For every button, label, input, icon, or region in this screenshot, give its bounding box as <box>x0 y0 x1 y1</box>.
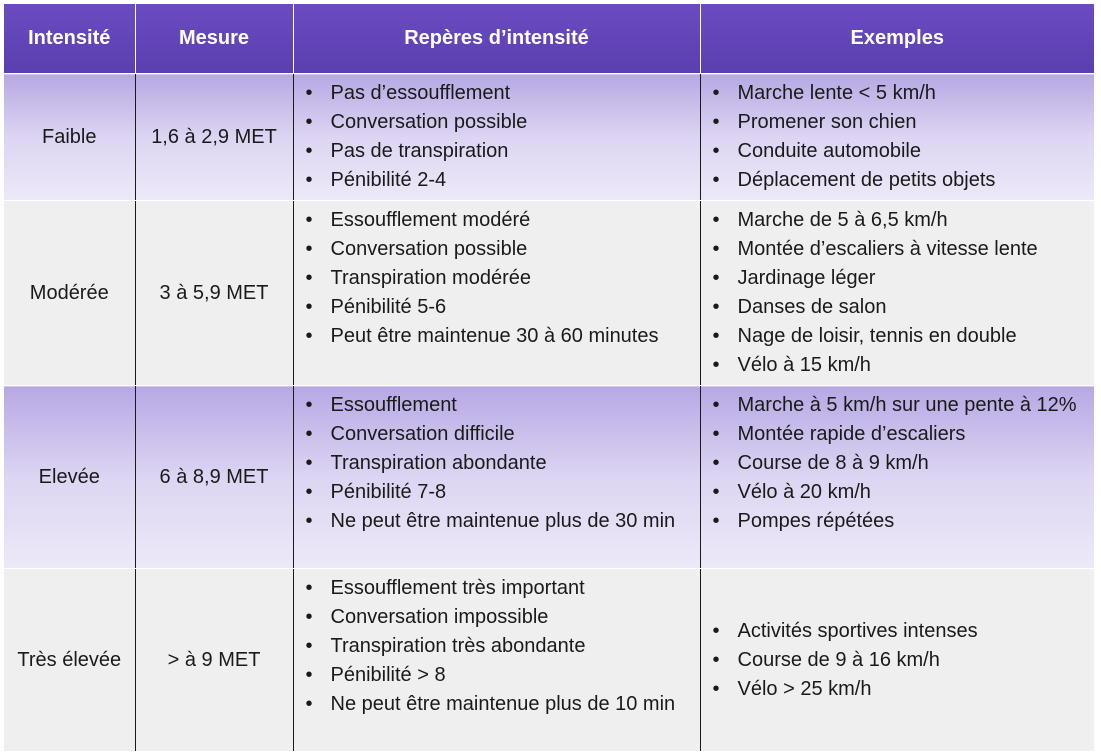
table-row <box>4 74 1094 201</box>
list-item: • Vélo à 15 km/h <box>701 351 1087 380</box>
list-item: • Ne peut être maintenue plus de 30 min <box>294 507 692 536</box>
examples-cell <box>700 74 1094 201</box>
list-item: • Transpiration modérée <box>294 264 692 293</box>
list-item: • Vélo à 20 km/h <box>701 478 1087 507</box>
markers-list <box>294 74 700 200</box>
intensity-cell: Elevée <box>4 386 135 569</box>
examples-list <box>701 386 1095 541</box>
list-item: • Conduite automobile <box>701 137 1087 166</box>
header-markers: Repères d’intensité <box>293 4 700 74</box>
intensity-cell: Très élevée <box>4 569 135 752</box>
list-item: • Pénibilité 7-8 <box>294 478 692 507</box>
list-item: • Conversation difficile <box>294 420 692 449</box>
list-item: • Pas de transpiration <box>294 137 692 166</box>
examples-cell <box>700 569 1094 752</box>
table-row <box>4 569 1094 752</box>
list-item: • Vélo > 25 km/h <box>701 675 1087 704</box>
examples-cell <box>700 386 1094 569</box>
list-item: • Conversation possible <box>294 108 692 137</box>
examples-list <box>701 74 1095 200</box>
list-item: • Conversation possible <box>294 235 692 264</box>
table-row <box>4 201 1094 386</box>
markers-cell <box>293 201 700 386</box>
list-item: • Pénibilité > 8 <box>294 661 692 690</box>
examples-list <box>701 201 1095 385</box>
markers-cell <box>293 569 700 752</box>
list-item: • Pénibilité 2-4 <box>294 166 692 195</box>
header-row <box>4 4 1094 74</box>
header-intensity: Intensité <box>4 4 135 74</box>
list-item: • Marche lente < 5 km/h <box>701 79 1087 108</box>
markers-list <box>294 386 700 541</box>
list-item: • Nage de loisir, tennis en double <box>701 322 1087 351</box>
list-item: • Course de 8 à 9 km/h <box>701 449 1087 478</box>
list-item: • Jardinage léger <box>701 264 1087 293</box>
measure-cell: 3 à 5,9 MET <box>135 201 293 386</box>
intensity-cell: Faible <box>4 74 135 201</box>
list-item: • Déplacement de petits objets <box>701 166 1087 195</box>
list-item: • Ne peut être maintenue plus de 10 min <box>294 690 692 719</box>
intensity-table <box>4 4 1094 752</box>
table-row <box>4 386 1094 569</box>
measure-cell: 1,6 à 2,9 MET <box>135 74 293 201</box>
list-item: • Montée rapide d’escaliers <box>701 420 1087 449</box>
list-item: • Marche à 5 km/h sur une pente à 12% <box>701 391 1087 420</box>
list-item: • Danses de salon <box>701 293 1087 322</box>
list-item: • Essoufflement modéré <box>294 206 692 235</box>
markers-list <box>294 569 700 724</box>
markers-list <box>294 201 700 356</box>
examples-cell <box>700 201 1094 386</box>
list-item: • Marche de 5 à 6,5 km/h <box>701 206 1087 235</box>
list-item: • Transpiration très abondante <box>294 632 692 661</box>
list-item: • Transpiration abondante <box>294 449 692 478</box>
list-item: • Montée d’escaliers à vitesse lente <box>701 235 1087 264</box>
list-item: • Conversation impossible <box>294 603 692 632</box>
list-item: • Essoufflement <box>294 391 692 420</box>
intensity-cell: Modérée <box>4 201 135 386</box>
list-item: • Course de 9 à 16 km/h <box>701 646 1087 675</box>
list-item: • Essoufflement très important <box>294 574 692 603</box>
list-item: • Activités sportives intenses <box>701 617 1087 646</box>
measure-cell: > à 9 MET <box>135 569 293 752</box>
list-item: • Peut être maintenue 30 à 60 minutes <box>294 322 692 351</box>
list-item: • Pompes répétées <box>701 507 1087 536</box>
markers-cell <box>293 386 700 569</box>
list-item: • Promener son chien <box>701 108 1087 137</box>
examples-list <box>701 612 1095 709</box>
measure-cell: 6 à 8,9 MET <box>135 386 293 569</box>
header-measure: Mesure <box>135 4 293 74</box>
markers-cell <box>293 74 700 201</box>
list-item: • Pas d’essoufflement <box>294 79 692 108</box>
list-item: • Pénibilité 5-6 <box>294 293 692 322</box>
header-examples: Exemples <box>700 4 1094 74</box>
